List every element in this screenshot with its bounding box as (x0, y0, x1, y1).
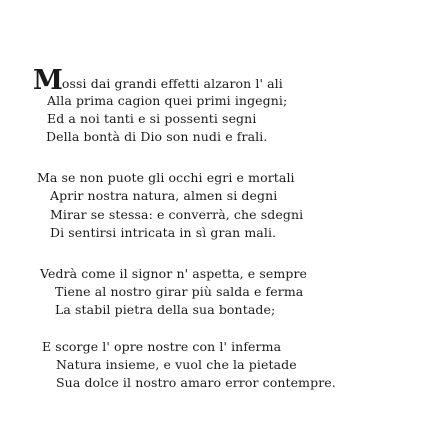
poem-line: Sua dolce il nostro amaro error contempre. (56, 375, 336, 390)
poem-line: Aprir nostra natura, almen si degni (50, 188, 278, 203)
poem-line: Tiene al nostro girar più salda e ferma (55, 284, 304, 299)
poem-line: Della bontà di Dio son nudi e frali. (46, 129, 268, 144)
poem-line: Di sentirsi intricata in sì gran mali. (50, 225, 277, 240)
poem-line: Ma se non puote gli occhi egri e mortali (37, 170, 295, 185)
poem-line: Alla prima cagion quei primi ingegni; (47, 93, 288, 108)
drop-cap: M (33, 65, 62, 96)
poem-line: La stabil pietra della sua bontade; (55, 302, 276, 317)
poem-line-text: ossi dai grandi effetti alzaron l' ali (61, 76, 283, 91)
poem-line: Natura insieme, e vuol che la pietade (56, 357, 297, 372)
poem-line: Vedrà come il signor n' aspetta, e sempre (40, 266, 308, 281)
poem-line (33, 65, 283, 96)
poem-line: Mirar se stessa: e converrà, che sdegni (50, 207, 304, 222)
poem-line: Ed a noi tanti e si possenti segni (47, 111, 257, 126)
poem-line: E scorge l' opre nostre con l' inferma (42, 339, 282, 354)
